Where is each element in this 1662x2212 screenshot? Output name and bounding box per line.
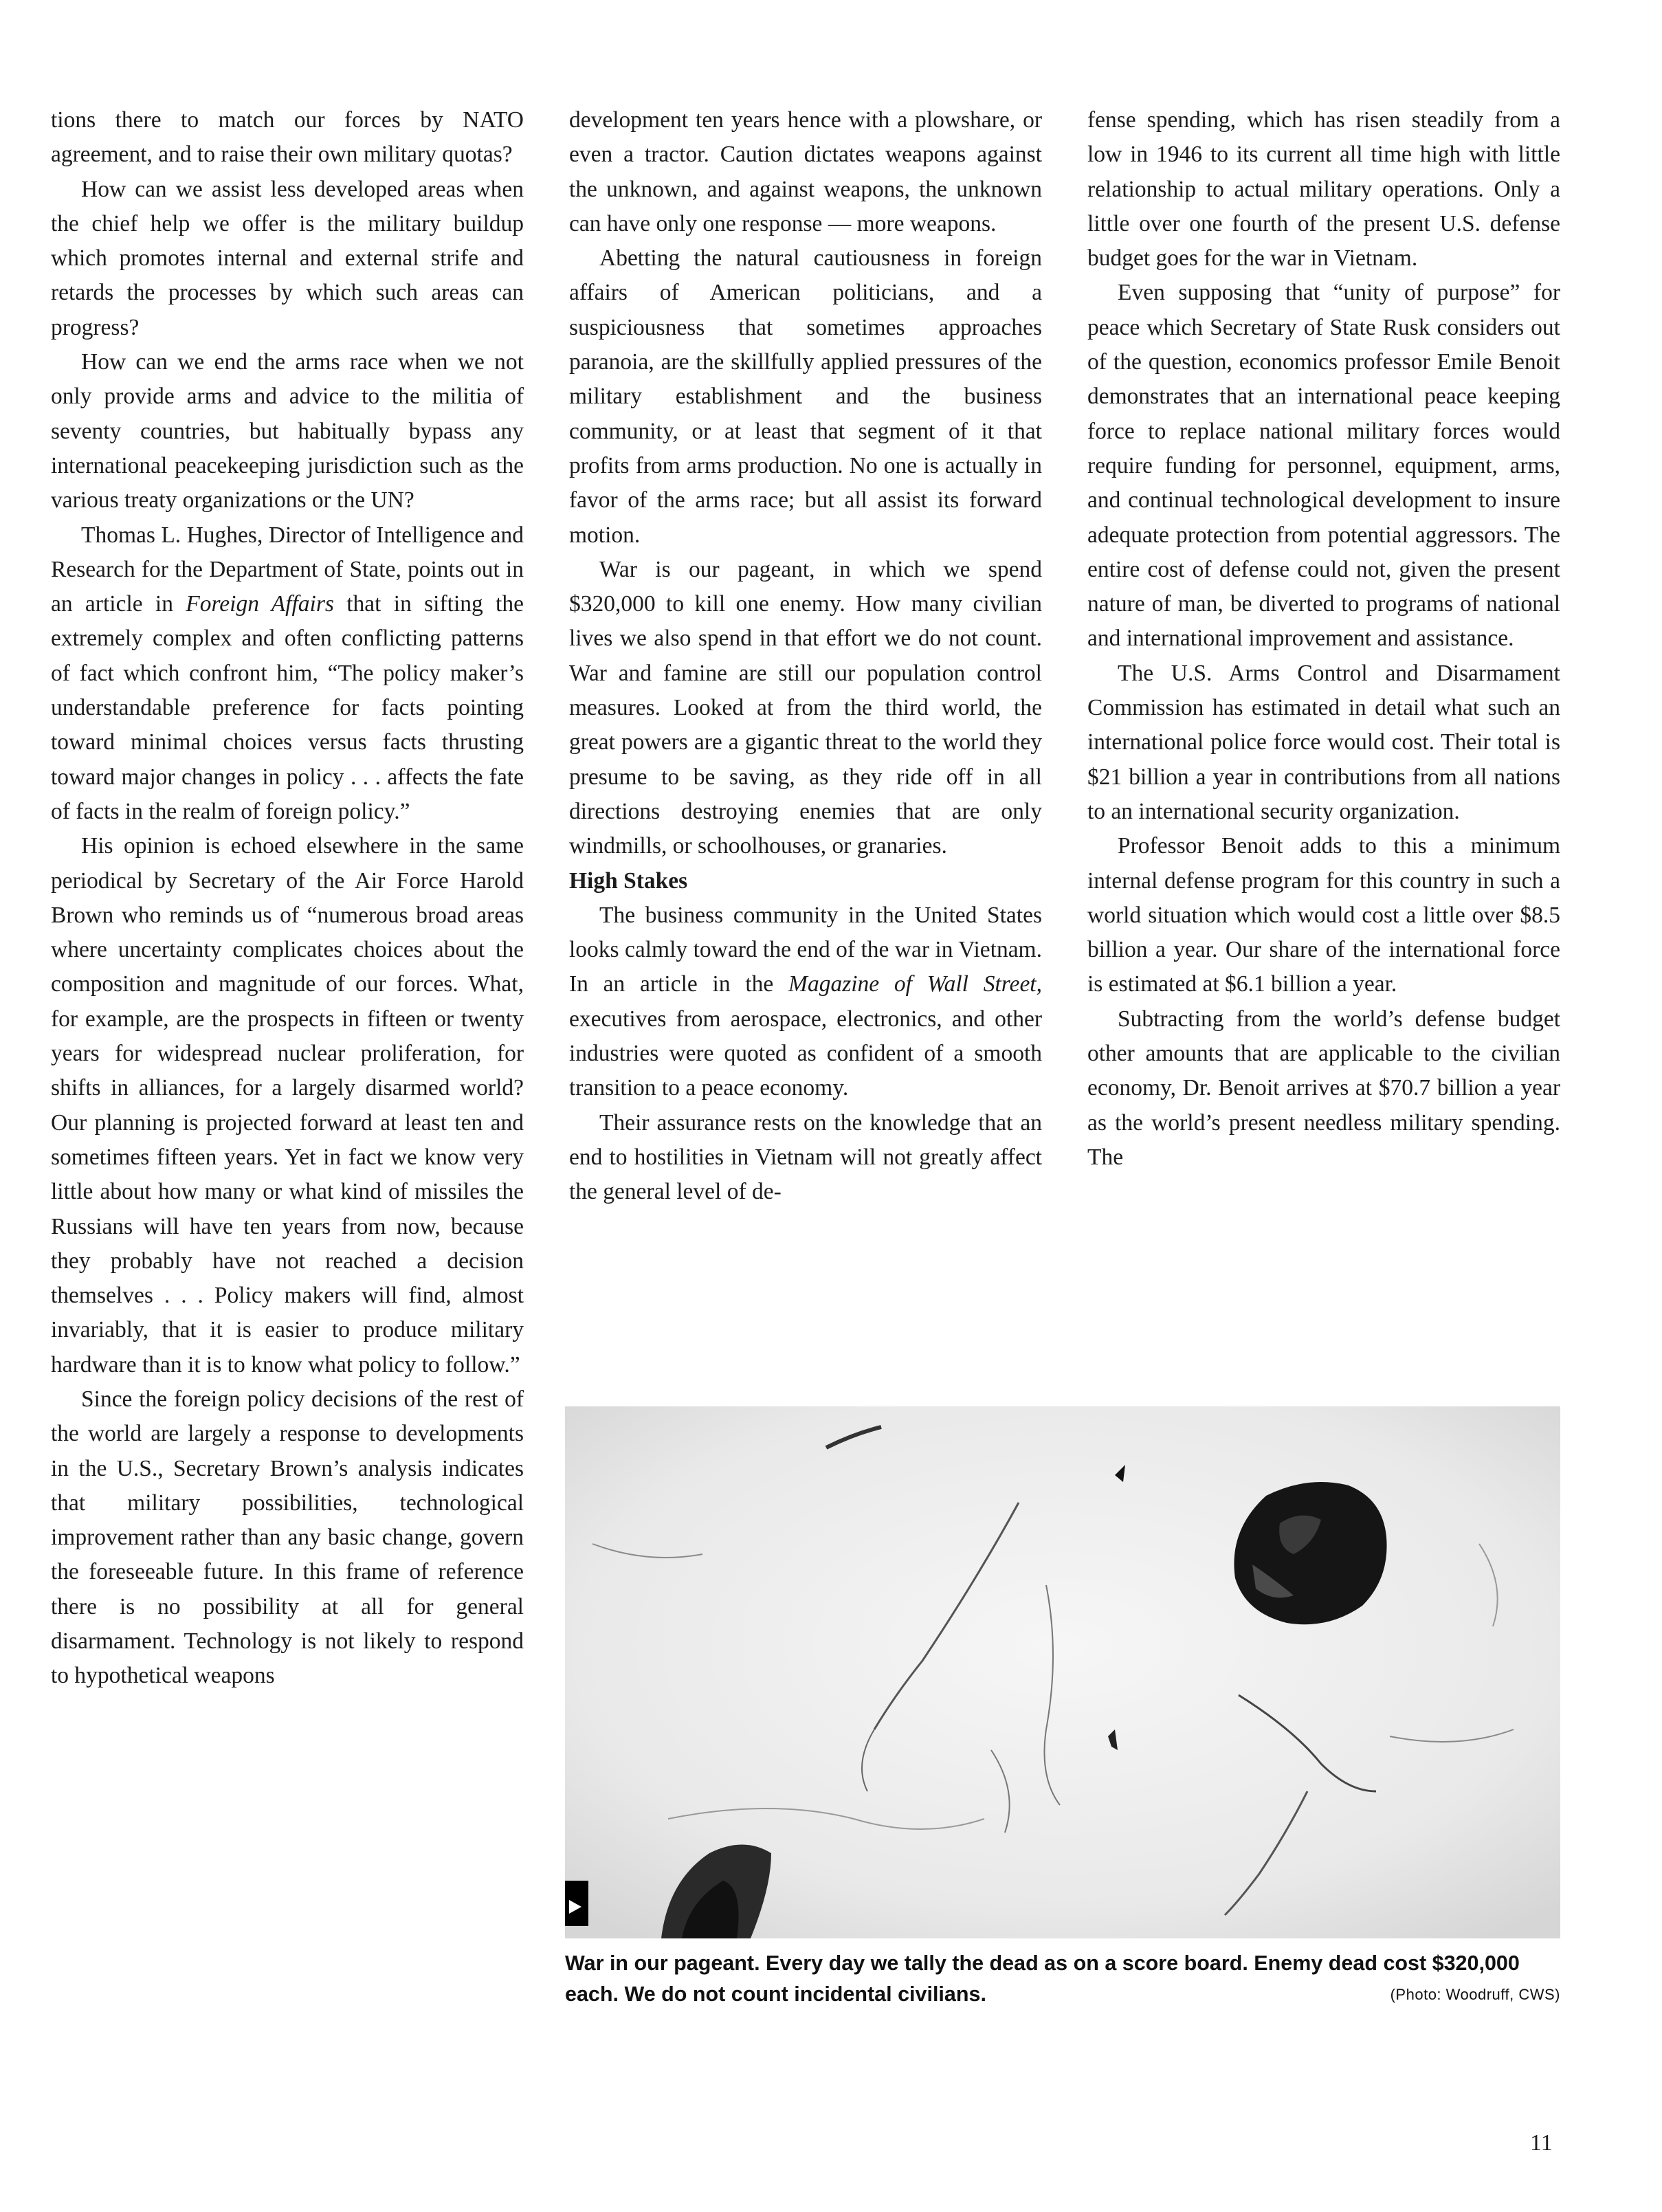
paragraph-text: Thomas L. Hughes, Director of Intelligence and Research for the Department of State, points out in an article in [51, 522, 524, 617]
paragraph-text: that in sifting the extremely complex and often conflicting patterns of fact which confront him, “The policy maker’s understandable preference for facts pointing toward minimal choices versus facts thrusting toward major changes in policy . . . affects the fate of facts in the realm of foreign policy.” [51, 591, 524, 824]
section-subheading: High Stakes [569, 867, 688, 894]
paragraph [569, 898, 1042, 1106]
paragraph: Professor Benoit adds to this a minimum internal defense program for this country in such a world situation which would cost a little over $8.5 billion a year. Our share of the international force is estimated at $6.1 billion a year. [1087, 833, 1560, 997]
page-number: 11 [1530, 2130, 1553, 2156]
column-left [51, 103, 524, 1694]
column-middle [569, 103, 1042, 1210]
paragraph: How can we end the arms race when we not only provide arms and advice to the militia of seventy countries, but habitually bypass any international peacekeeping jurisdiction such as the various treaty organizations or the UN? [51, 349, 524, 513]
news-photo [565, 1406, 1560, 1938]
paragraph: How can we assist less developed areas when the chief help we offer is the military buildup which promotes internal and external strife and retards the processes by which such areas can progress? [51, 176, 524, 340]
paragraph: Abetting the natural cautiousness in foreign affairs of American politicians, and a suspiciousness that sometimes approaches paranoia, are the skillfully applied pressures of the military establishment and the business community, or at least that segment of it that profits from arms production. No one is actually in favor of the arms race; but all assist its forward motion. [569, 245, 1042, 548]
photo-credit: (Photo: Woodruff, CWS) [1390, 1986, 1560, 2003]
paragraph: fense spending, which has risen steadily from a low in 1946 to its current all time high with little relationship to actual military operations. Only a little over one fourth of the present U.S. defense budget goes for the war in Vietnam. [1087, 107, 1560, 272]
paragraph: War is our pageant, in which we spend $320,000 to kill one enemy. How many civilian lives we also spend in that effort we do not count. War and famine are still our population control measures. Looked at from the third world, the great powers are a gigantic threat to the world they presume to be saving, as they ride off in all directions destroying enemies that are only windmills, or schoolhouses, or granaries. [569, 556, 1042, 859]
paragraph [51, 518, 524, 830]
column-right [1087, 103, 1560, 1175]
publication-title: Foreign Affairs [186, 591, 334, 617]
paragraph: The U.S. Arms Control and Disarmament Commission has estimated in detail what such an international police force would cost. Their total is $21 billion a year in contributions from all nations to an international security organization. [1087, 660, 1560, 824]
paragraph: Even supposing that “unity of purpose” for peace which Secretary of State Rusk considers out of the question, economics professor Emile Benoit demonstrates that an international peace keeping force to replace national military forces would require funding for personnel, equipment, arms, and continual technological development to insure adequate protection from potential aggressors. The entire cost of defense could not, given the present nature of man, be diverted to programs of national and international improvement and assistance. [1087, 280, 1560, 652]
photo-caption [565, 1948, 1560, 2010]
paragraph: Their assurance rests on the knowledge that an end to hostilities in Vietnam will not greatly affect the general level of de- [569, 1109, 1042, 1205]
publication-title: Magazine of Wall Street, [788, 971, 1042, 997]
caption-text: War in our pageant. Every day we tally the dead as on a score board. Enemy dead cost $320,000 each. We do not count incidental civilians. [565, 1951, 1520, 2006]
paragraph-text: The business community in the United States looks calmly toward the end of the war in Vietnam. In an article in the [569, 902, 1042, 997]
paragraph: Since the foreign policy decisions of the rest of the world are largely a response to developments in the U.S., Secretary Brown’s analysis indicates that military possibilities, technological improvement rather than any basic change, govern the foreseeable future. In this frame of reference there is no possibility at all for general disarmament. Technology is not likely to respond to hypothetical weapons [51, 1386, 524, 1689]
paragraph: Subtracting from the world’s defense budget other amounts that are applicable to the civilian economy, Dr. Benoit arrives at $70.7 billion a year as the world’s present needless military spending. The [1087, 1006, 1560, 1170]
paragraph: His opinion is echoed elsewhere in the same periodical by Secretary of the Air Force Harold Brown who reminds us of “numerous broad areas where uncertainty complicates choices about the composition and magnitude of our forces. What, for example, are the prospects in fifteen or twenty years for widespread nuclear proliferation, for shifts in alliances, for a largely disarmed world? Our planning is projected forward at least ten and sometimes fifteen years. Yet in fact we know very little about how many or what kind of missiles the Russians will have ten years from now, because they probably have not reached a decision themselves . . . Policy makers will find, almost invariably, that it is easier to produce military hardware than it is to know what policy to follow.” [51, 833, 524, 1378]
paragraph: tions there to match our forces by NATO agreement, and to raise their own military quotas? [51, 107, 524, 168]
paragraph: development ten years hence with a plowshare, or even a tractor. Caution dictates weapons against the unknown, and against weapons, the unknown can have only one response — more weapons. [569, 107, 1042, 236]
paragraph-text: executives from aerospace, electronics, and other industries were quoted as confident of a smooth transition to a peace economy. [569, 1006, 1042, 1101]
photo-illustration [565, 1406, 1560, 1938]
